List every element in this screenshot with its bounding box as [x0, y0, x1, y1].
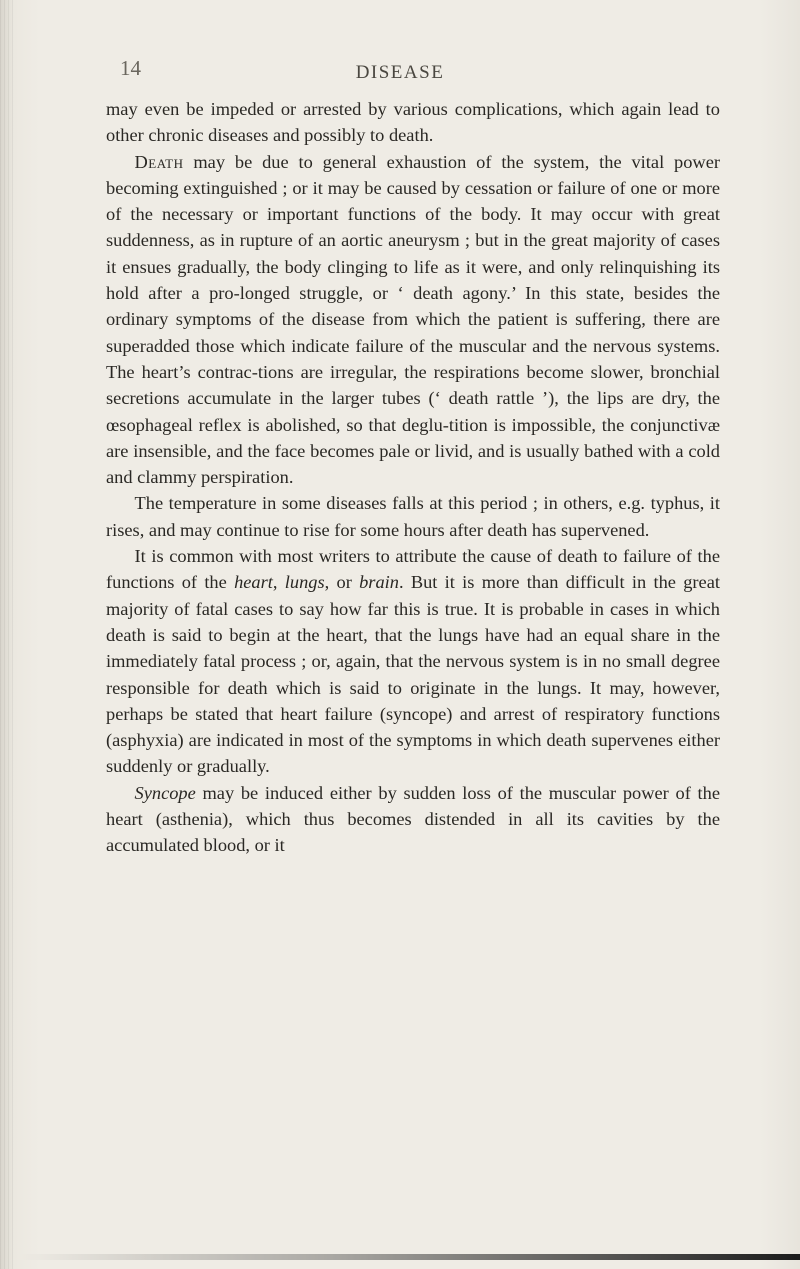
- body-text: [106, 96, 720, 859]
- term-heart: heart: [234, 572, 273, 593]
- binding-gutter: [0, 0, 16, 1269]
- lead-word-death: Death: [134, 151, 184, 172]
- term-syncope: Syncope: [134, 782, 196, 803]
- paragraph-cause-of-death: It is common with most writers to attribute the cause of death to failure of the functions of the heart, lungs, or brain. But it is more than difficult in the great majority of fatal cases to say how far this is true. It is probable in cases in which death is said to begin at the heart, that the lungs have had an equal share in the immediately fatal process ; or, again, that the nervous system is in no small degree responsible for death which is said to originate in the lungs. It may, however, perhaps be stated that heart failure (syncope) and arrest of respiratory functions (asphyxia) are indicated in most of the symptoms in which death supervenes either suddenly or gradually.: [106, 546, 720, 777]
- paragraph-death: Death may be due to general exhaustion of the system, the vital power becoming extinguished ; or it may be caused by cessation or failure of one or more of the necessary or important functions of the body. It may occur with great suddenness, as in rupture of an aortic aneurysm ; but in the great majority of cases it ensues gradually, the body clinging to life as it were, and only relinquishing its hold after a pro-longed struggle, or ‘ death agony.’ In this state, besides the ordinary symptoms of the disease from which the patient is suffering, there are superadded those which indicate failure of the muscular and the nervous systems. The heart’s contrac-tions are irregular, the respirations become slower, bronchial secretions accumulate in the larger tubes (‘ death rattle ’), the lips are dry, the œsophageal reflex is abolished, so that deglu-tition is impossible, the conjunctivæ are insensible, and the face becomes pale or livid, and is usually bathed with a cold and clammy perspiration.: [106, 151, 720, 488]
- page-header: [0, 56, 800, 86]
- term-brain: brain: [359, 572, 399, 593]
- running-head: DISEASE: [355, 62, 445, 83]
- paragraph-syncope: Syncope may be induced either by sudden loss of the muscular power of the heart (asthenia), which thus becomes distended in all its cavities by the accumulated blood, or it: [106, 782, 720, 856]
- page-bottom-edge: [20, 1254, 800, 1260]
- paragraph-temperature: The temperature in some diseases falls at this period ; in others, e.g. typhus, it rises, and may continue to rise for some hours after death has supervened.: [106, 493, 720, 540]
- paragraph-continuation: may even be impeded or arrested by various complications, which again lead to other chronic diseases and possibly to death.: [106, 99, 720, 146]
- term-lungs: lungs: [284, 572, 325, 593]
- page-number: 14: [120, 56, 141, 80]
